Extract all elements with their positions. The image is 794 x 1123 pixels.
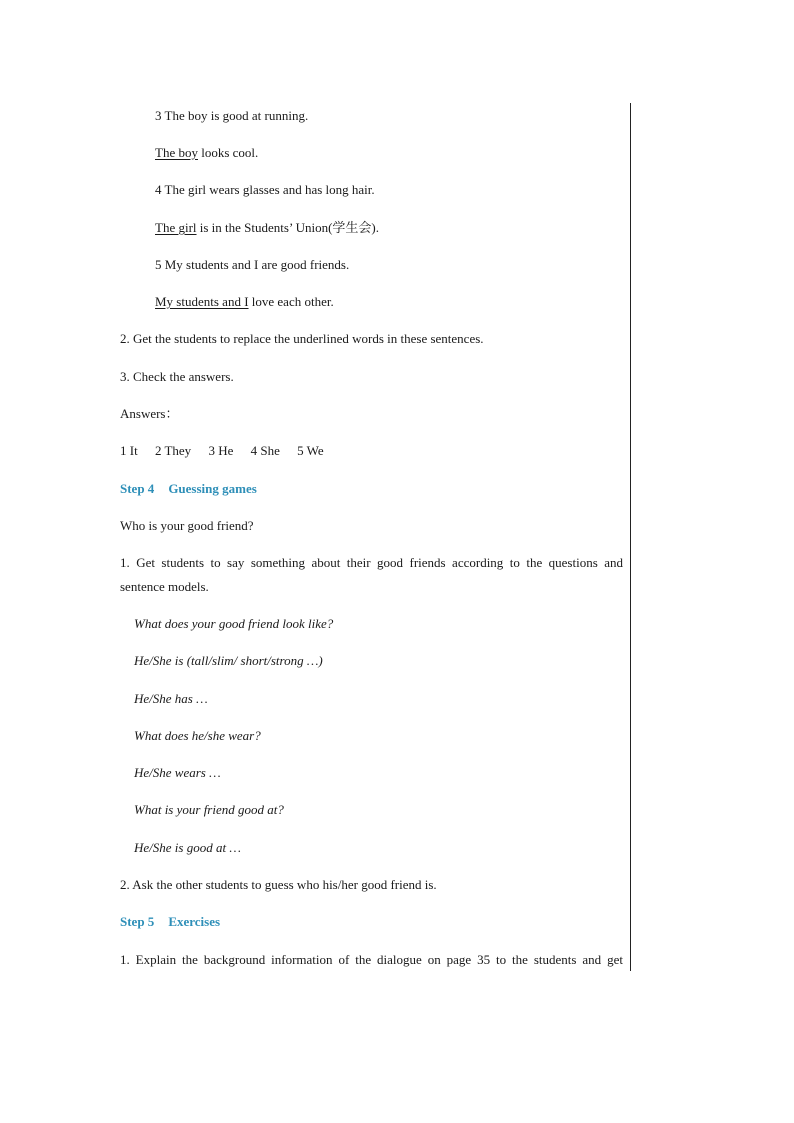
answer-item: 2 They [154,443,192,458]
model-line: He/She is good at … [134,840,241,855]
step-5-heading [120,914,220,930]
margin-rule [630,103,631,971]
sentence-4: 4 The girl wears glasses and has long hair. [155,182,375,197]
answers-label: Answers： [120,406,179,421]
sentence-4-rewrite [155,220,379,236]
model-line: What is your friend good at? [134,802,284,817]
instruction-1-line-1: 1. Get students to say something about their good friends according to the questions and [120,555,623,570]
underlined-subject: My students and I [155,294,249,309]
instruction-1-line-2: sentence models. [120,579,209,594]
underlined-subject: The girl [155,220,197,235]
model-line: What does he/she wear? [134,728,261,743]
sentence-5-rewrite [155,294,334,310]
answers-list [120,443,324,459]
sentence-3: 3 The boy is good at running. [155,108,309,123]
underlined-subject: The boy [155,145,198,160]
step-title: Exercises [168,914,221,929]
step-4-heading [120,481,257,497]
answer-item: 5 We [297,443,324,458]
task-2: 2. Get the students to replace the underlined words in these sentences. [120,331,484,346]
task-3: 3. Check the answers. [120,369,234,384]
sentence-rest: love each other. [248,294,334,309]
step-number: Step 4 [120,481,155,496]
model-line: He/She wears … [134,765,221,780]
step-number: Step 5 [120,914,155,929]
exercise-1-line-1: 1. Explain the background information of the dialogue on page 35 to the students and get [120,952,623,967]
step-title: Guessing games [168,481,257,496]
model-line: He/She has … [134,691,208,706]
answer-item: 1 It [120,443,138,458]
model-line: What does your good friend look like? [134,616,334,631]
sentence-5: 5 My students and I are good friends. [155,257,350,272]
answer-item: 3 He [208,443,234,458]
instruction-2: 2. Ask the other students to guess who his/her good friend is. [120,877,437,892]
sentence-rest: looks cool. [197,145,259,160]
question: Who is your good friend? [120,518,254,533]
answer-item: 4 She [250,443,280,458]
model-line: He/She is (tall/slim/ short/strong …) [134,653,323,668]
sentence-rest: is in the Students’ Union(学生会). [196,220,379,235]
sentence-3-rewrite [155,145,258,161]
